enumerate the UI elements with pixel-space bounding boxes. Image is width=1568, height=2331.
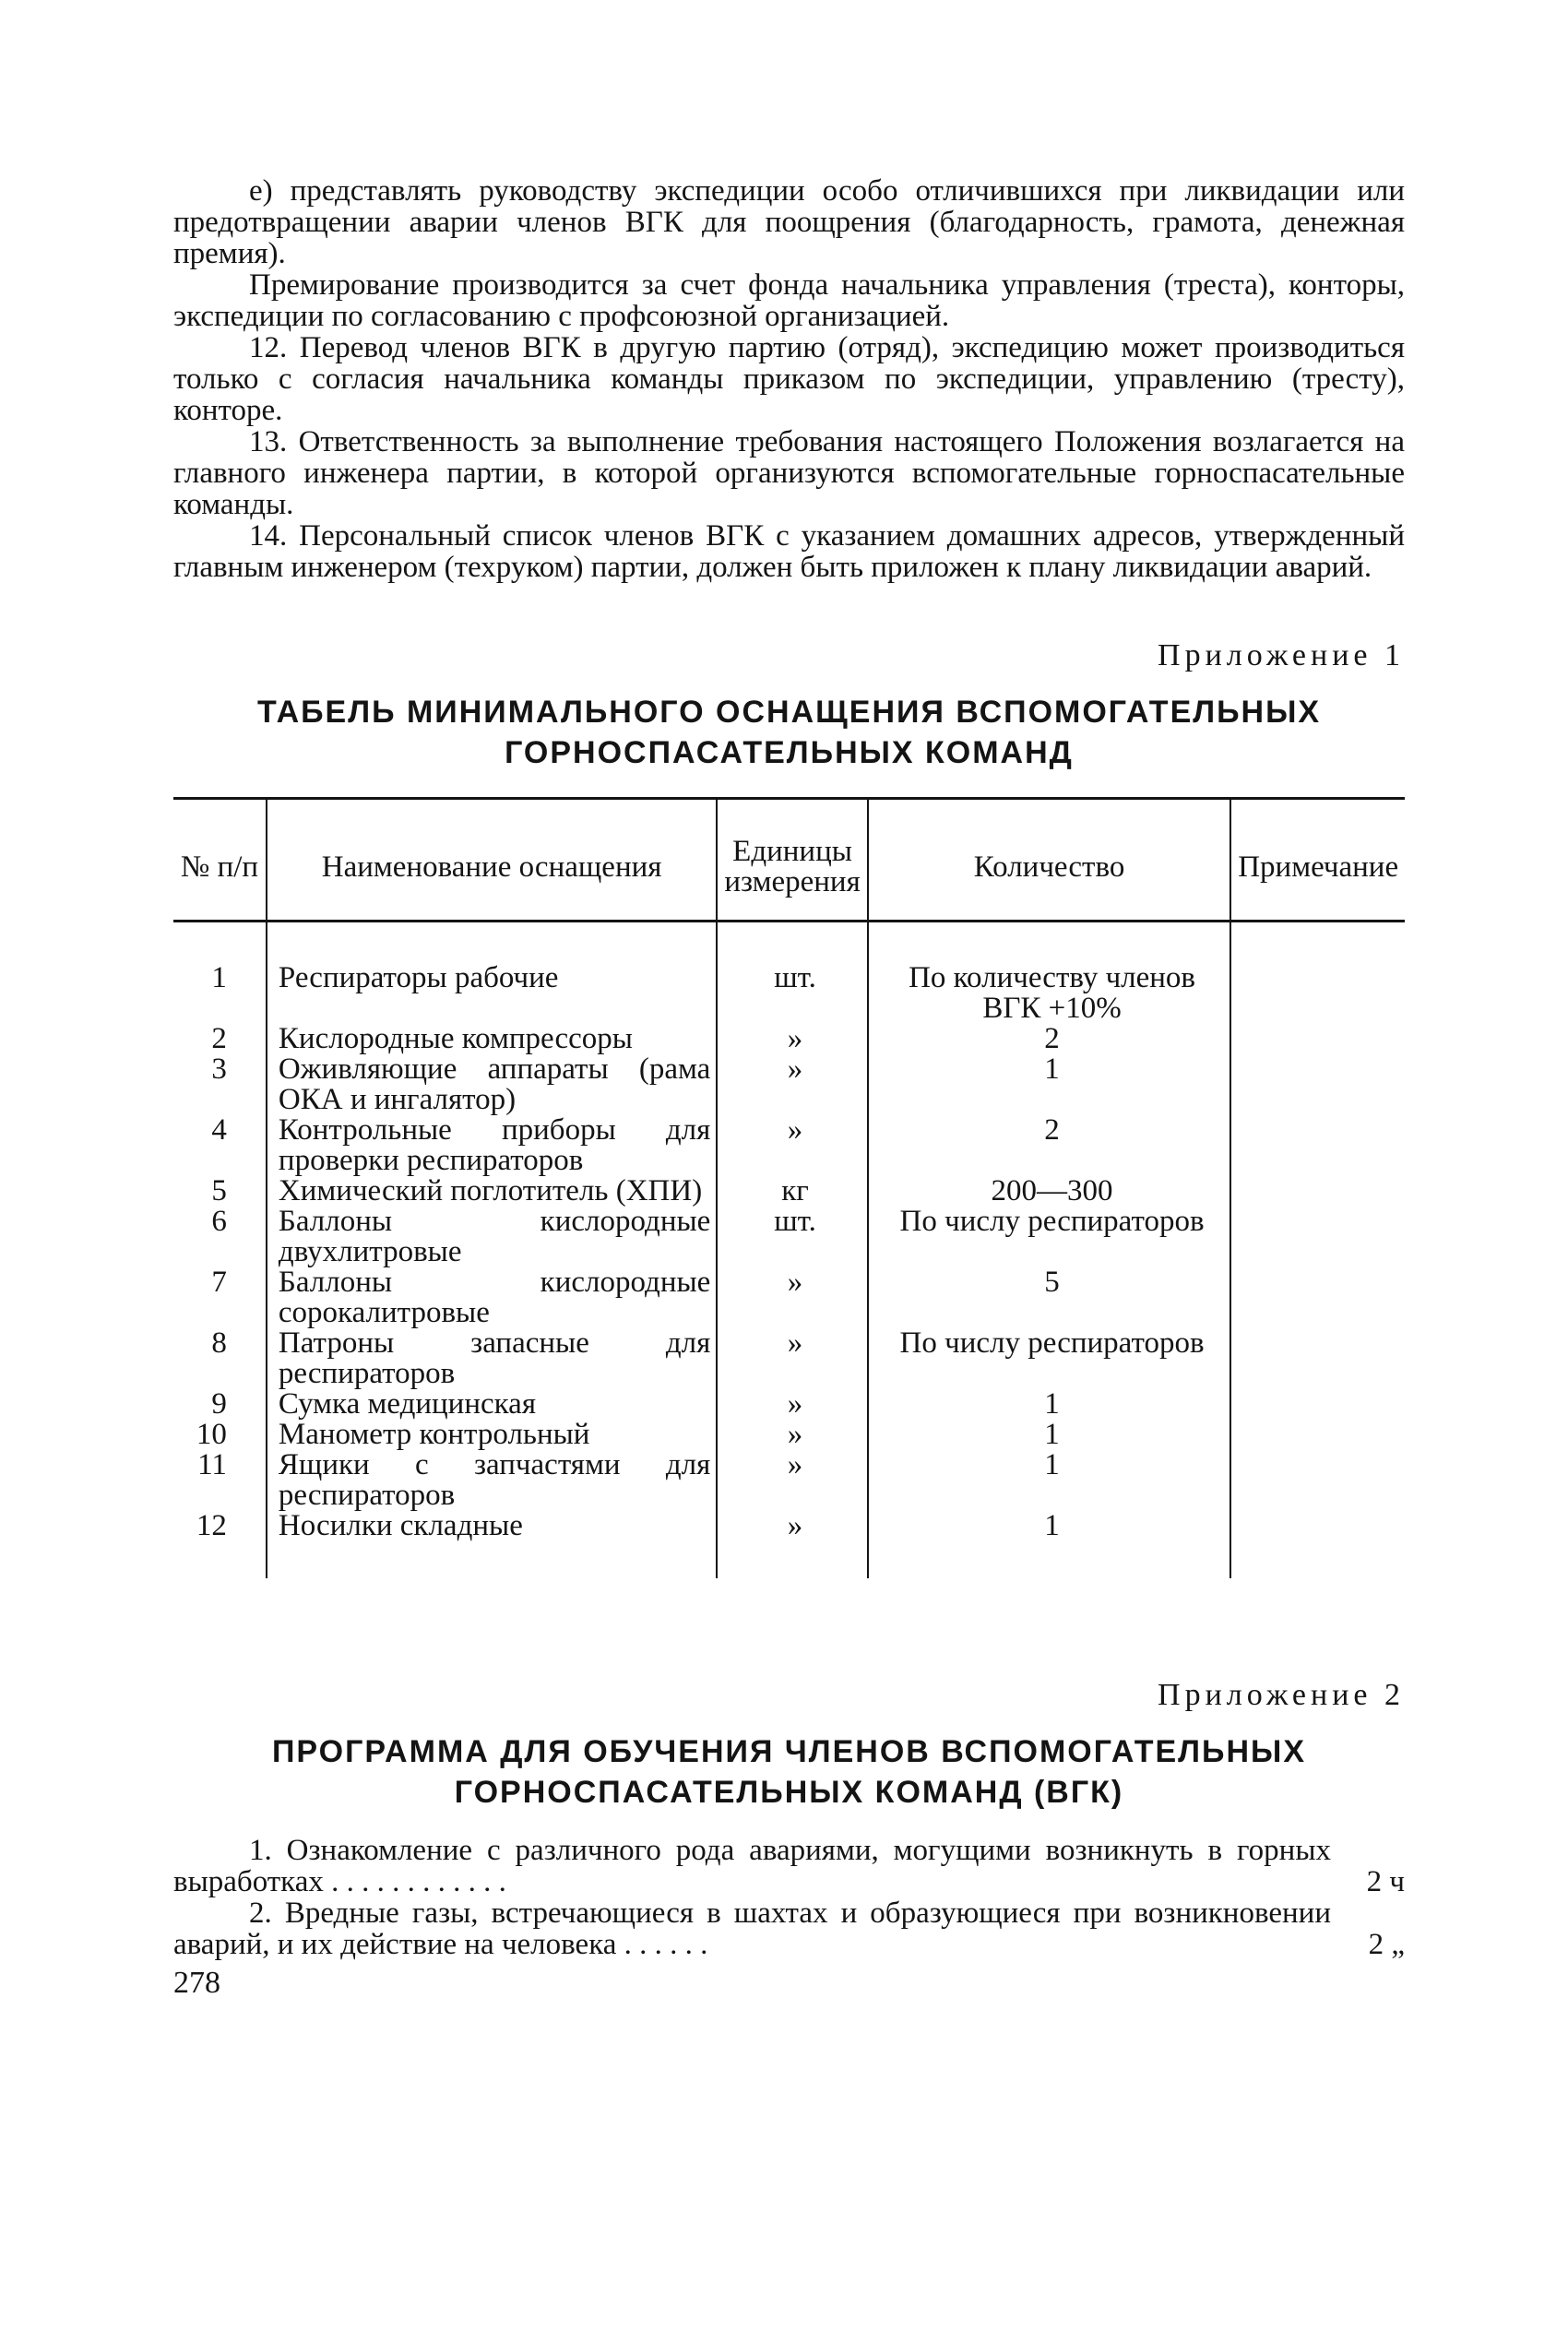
paragraph-premirovanie: Премирование производится за счет фонда начальника управления (треста), конторы, экспедиции по согласованию с профсоюзной организацией.	[173, 268, 1405, 333]
program-item-2-text: 2. Вредные газы, встречающиеся в шахтах и образующиеся при возникновении аварий, и их действие на человека . . . . . .	[173, 1897, 1331, 1961]
cell-unit: »	[717, 1024, 867, 1054]
cell-num: 8	[173, 1328, 267, 1389]
cell-name: Респираторы рабочие	[267, 922, 717, 1025]
cell-name: Носилки складные	[267, 1511, 717, 1578]
cell-note	[1230, 1389, 1405, 1420]
cell-qty: 2	[868, 1024, 1231, 1054]
cell-unit: »	[717, 1267, 867, 1328]
cell-name: Баллоны кислородные сорокалитровые	[267, 1267, 717, 1328]
cell-name: Кислородные компрессоры	[267, 1024, 717, 1054]
cell-unit: кг	[717, 1176, 867, 1207]
paragraph-13: 13. Ответственность за выполнение требования настоящего Положения возлагается на главного инженера партии, в которой организуются вспомогательные горноспасательные команды.	[173, 425, 1405, 521]
cell-qty: 1	[868, 1420, 1231, 1450]
appendix-2-label: Приложение 2	[1158, 1678, 1405, 1712]
program-item-1-text: 1. Ознакомление с различного рода авариями, могущими возникнуть в горных выработках . . . . . . . . . . . .	[173, 1834, 1331, 1898]
appendix-2-title-line2: ГОРНОСПАСАТЕЛЬНЫХ КОМАНД (ВГК)	[454, 1775, 1124, 1810]
cell-qty: 1	[868, 1511, 1231, 1578]
cell-qty: 1	[868, 1054, 1231, 1115]
cell-num: 4	[173, 1115, 267, 1176]
page-number: 278	[173, 1966, 220, 2000]
appendix-1-title	[173, 692, 1405, 773]
program-item-2	[173, 1897, 1405, 1960]
cell-qty: 1	[868, 1450, 1231, 1511]
cell-unit: »	[717, 1420, 867, 1450]
header-unit: Единицы измерения	[717, 799, 867, 922]
table-row	[173, 1328, 1405, 1389]
paragraph-12: 12. Перевод членов ВГК в другую партию (отряд), экспедицию может производиться только с согласия начальника команды приказом по экспедиции, управлению (тресту), конторе.	[173, 331, 1405, 427]
cell-num: 7	[173, 1267, 267, 1328]
cell-unit: »	[717, 1054, 867, 1115]
table-body	[173, 922, 1405, 1579]
cell-name: Патроны запасные для респираторов	[267, 1328, 717, 1389]
cell-note	[1230, 1450, 1405, 1511]
program-item-1-hours: 2 ч	[1366, 1865, 1405, 1898]
cell-name: Баллоны кислородные двухлитровые	[267, 1207, 717, 1267]
table-row	[173, 1511, 1405, 1578]
cell-unit: »	[717, 1328, 867, 1389]
equipment-table	[173, 797, 1405, 1578]
table-row	[173, 1024, 1405, 1054]
cell-note	[1230, 1176, 1405, 1207]
cell-note	[1230, 1511, 1405, 1578]
cell-unit: »	[717, 1450, 867, 1511]
cell-note	[1230, 922, 1405, 1025]
table-row	[173, 1176, 1405, 1207]
cell-note	[1230, 1054, 1405, 1115]
cell-num: 12	[173, 1511, 267, 1578]
appendix-2-title-line1: ПРОГРАММА ДЛЯ ОБУЧЕНИЯ ЧЛЕНОВ ВСПОМОГАТЕЛЬНЫХ	[271, 1734, 1306, 1769]
cell-unit: шт.	[717, 922, 867, 1025]
cell-unit: »	[717, 1511, 867, 1578]
header-note: Примечание	[1230, 799, 1405, 922]
program-item-1	[173, 1835, 1405, 1897]
cell-name: Оживляющие аппараты (рама ОКА и ингалятор)	[267, 1054, 717, 1115]
appendix-1-label: Приложение 1	[1158, 638, 1405, 672]
cell-unit: »	[717, 1115, 867, 1176]
table-header-row	[173, 799, 1405, 922]
cell-num: 9	[173, 1389, 267, 1420]
cell-note	[1230, 1207, 1405, 1267]
cell-num: 5	[173, 1176, 267, 1207]
cell-qty: По количеству членов ВГК +10%	[868, 922, 1231, 1025]
header-num: № п/п	[173, 799, 267, 922]
cell-qty: 1	[868, 1389, 1231, 1420]
cell-note	[1230, 1115, 1405, 1176]
cell-note	[1230, 1024, 1405, 1054]
paragraph-e: е) представлять руководству экспедиции особо отличившихся при ликвидации или предотвращении аварии членов ВГК для поощрения (благодарность, грамота, денежная премия).	[173, 174, 1405, 270]
cell-qty: 5	[868, 1267, 1231, 1328]
cell-num: 6	[173, 1207, 267, 1267]
table-row	[173, 1420, 1405, 1450]
appendix-2-title	[173, 1731, 1405, 1813]
cell-unit: »	[717, 1389, 867, 1420]
cell-num: 1	[173, 922, 267, 1025]
table-row	[173, 1115, 1405, 1176]
paragraph-14: 14. Персональный список членов ВГК с указанием домашних адресов, утвержденный главным инженером (техруком) партии, должен быть приложен к плану ликвидации аварий.	[173, 519, 1405, 584]
cell-qty: По числу респираторов	[868, 1328, 1231, 1389]
table-row	[173, 1207, 1405, 1267]
cell-qty: 200—300	[868, 1176, 1231, 1207]
appendix-1-title-line2: ГОРНОСПАСАТЕЛЬНЫХ КОМАНД	[505, 735, 1074, 770]
cell-num: 2	[173, 1024, 267, 1054]
appendix-1-title-line1: ТАБЕЛЬ МИНИМАЛЬНОГО ОСНАЩЕНИЯ ВСПОМОГАТЕЛЬНЫХ	[256, 695, 1322, 730]
cell-note	[1230, 1328, 1405, 1389]
cell-name: Ящики с запчастями для респираторов	[267, 1450, 717, 1511]
header-qty: Количество	[868, 799, 1231, 922]
table-row	[173, 1054, 1405, 1115]
cell-note	[1230, 1420, 1405, 1450]
cell-num: 3	[173, 1054, 267, 1115]
program-item-2-hours: 2 „	[1368, 1928, 1405, 1961]
cell-name: Сумка медицинская	[267, 1389, 717, 1420]
cell-name: Контрольные приборы для проверки респираторов	[267, 1115, 717, 1176]
cell-qty: По числу респираторов	[868, 1207, 1231, 1267]
document-page	[173, 175, 1405, 1999]
cell-num: 11	[173, 1450, 267, 1511]
header-name: Наименование оснащения	[267, 799, 717, 922]
cell-qty: 2	[868, 1115, 1231, 1176]
cell-name: Химический поглотитель (ХПИ)	[267, 1176, 717, 1207]
table-row	[173, 1389, 1405, 1420]
table-row	[173, 1267, 1405, 1328]
cell-unit: шт.	[717, 1207, 867, 1267]
cell-name: Манометр контрольный	[267, 1420, 717, 1450]
cell-note	[1230, 1267, 1405, 1328]
cell-num: 10	[173, 1420, 267, 1450]
table-row	[173, 922, 1405, 1025]
table-row	[173, 1450, 1405, 1511]
